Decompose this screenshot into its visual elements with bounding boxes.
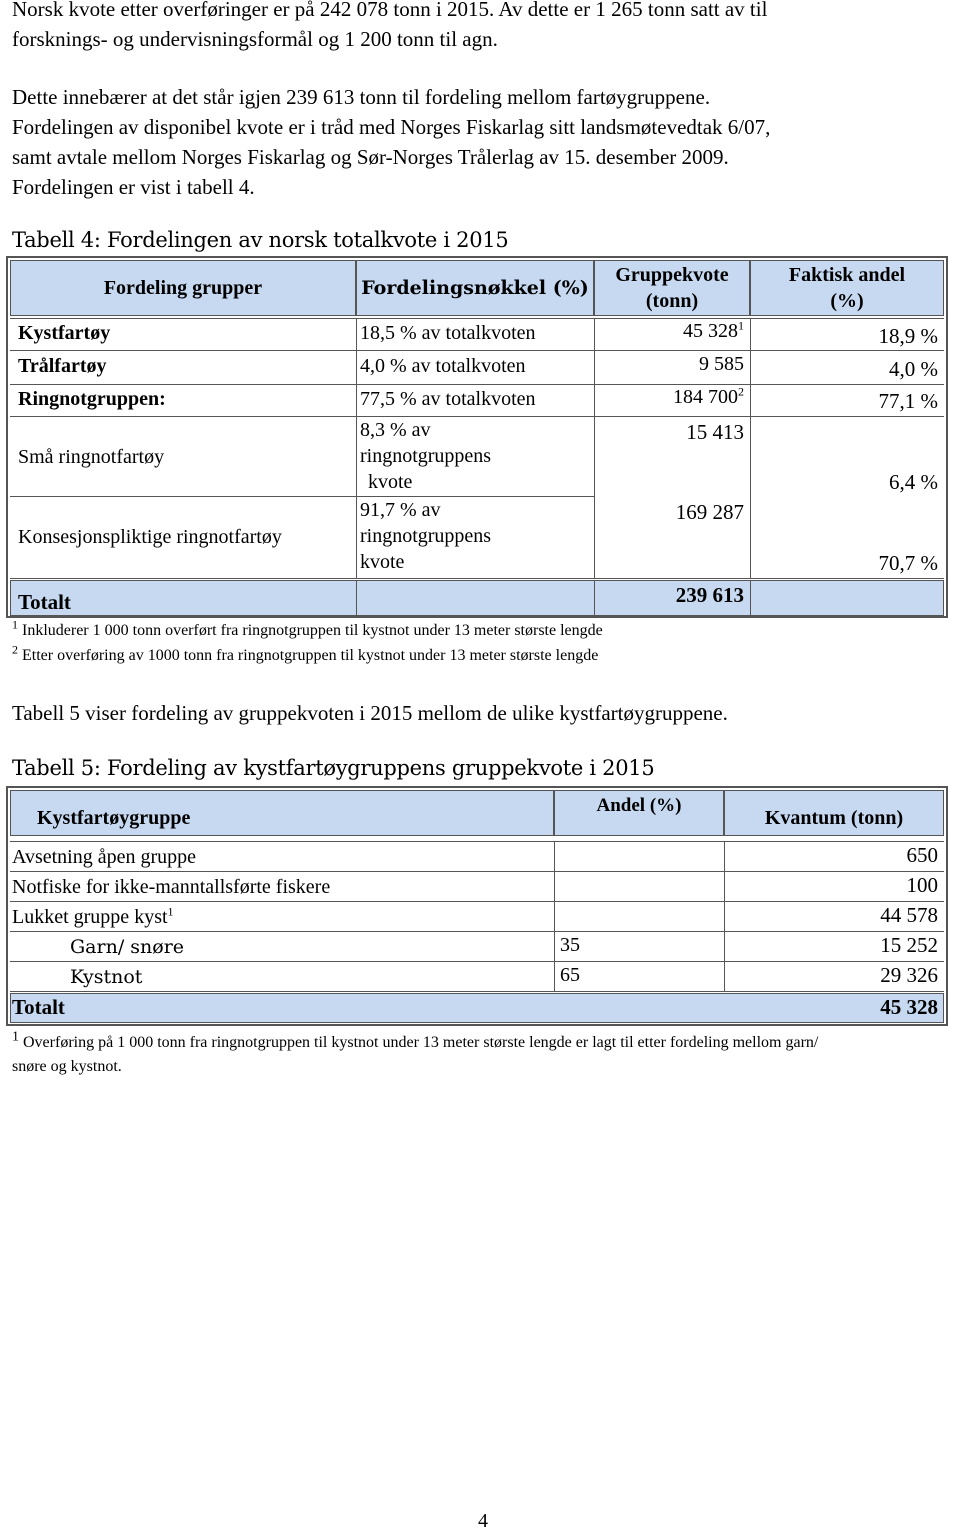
table4-caption: Tabell 4: Fordelingen av norsk totalkvote i 2015	[12, 228, 509, 252]
t5-header-group: Kystfartøygruppe	[10, 790, 554, 836]
t5-footnote-line-2: snøre og kystnot.	[12, 1058, 122, 1075]
t4-row-kons-share: 70,7 %	[878, 551, 938, 575]
t4-row-kyst-quota: 45 $328^1$	[683, 318, 744, 342]
t5-header-amount: Kvantum (tonn)	[724, 790, 944, 836]
t4-footnote-1: $^1$ Inkluderer 1 000 tonn overført fra ringnotgruppen til kystnot under 13 meter største lengde	[12, 617, 603, 639]
t4-row-kyst-share: 18,9 %	[878, 324, 938, 348]
t4-row-kyst-group: Kystfartøy	[18, 322, 111, 344]
t4-row-kons-key-1: 91,7 % av	[360, 499, 441, 521]
t4-row-smaa-share: 6,4 %	[889, 470, 938, 494]
t4-footnote-2: $^2$ Etter overføring av 1000 tonn fra ringnotgruppen til kystnot under 13 meter største lengde	[12, 642, 599, 664]
t5-row-4-amount: 29 326	[880, 963, 938, 987]
t5-row-1-group: Notfiske for ikke-manntallsførte fiskere	[12, 876, 331, 898]
t4-row-ring-share: 77,1 %	[878, 389, 938, 413]
t4-row-kons-key-3: kvote	[360, 551, 405, 573]
table5-caption: Tabell 5: Fordeling av kystfartøygruppens gruppekvote i 2015	[12, 756, 655, 780]
t4-header-share	[750, 260, 944, 316]
t4-row-smaa-key-2: ringnotgruppens	[360, 445, 492, 467]
t4-total-quota: 239 613	[675, 583, 744, 607]
intro-line-2: forsknings- og undervisningsformål og 1 200 tonn til agn.	[12, 27, 498, 51]
t4-row-traal-key: 4,0 % av totalkvoten	[360, 355, 526, 377]
page-number: 4	[478, 1510, 488, 1532]
intro-line-1: Norsk kvote etter overføringer er på 242 078 tonn i 2015. Av dette er 1 265 tonn satt av til	[12, 0, 768, 21]
t5-row-2-group: Lukket gruppe kyst$^1$	[12, 904, 174, 928]
intro-line-6: Fordelingen er vist i tabell 4.	[12, 175, 255, 199]
t4-header-quota	[594, 260, 750, 316]
intro-line-4: Fordelingen av disponibel kvote er i tråd med Norges Fiskarlag sitt landsmøtevedtak 6/07,	[12, 115, 771, 139]
t4-header-group: Fordeling grupper	[10, 260, 356, 316]
t5-row-4-share: 65	[560, 964, 580, 986]
t4-row-smaa-key-1: 8,3 % av	[360, 419, 431, 441]
t4-header-share-l2: (%)	[830, 290, 864, 312]
intro-line-3: Dette innebærer at det står igjen 239 613 tonn til fordeling mellom fartøygruppene.	[12, 85, 711, 109]
t4-row-traal-quota: 9 585	[699, 353, 744, 375]
t4-row-kons-key-2: ringnotgruppens	[360, 525, 492, 547]
mid-paragraph: Tabell 5 viser fordeling av gruppekvoten i 2015 mellom de ulike kystfartøygruppene.	[12, 701, 728, 725]
t5-footnote-line-1: $^1$ Overføring på 1 000 tonn fra ringnotgruppen til kystnot under 13 meter største lengde er lagt til etter fordeling mellom garn/	[12, 1029, 819, 1051]
t5-row-4-group: Kystnot	[70, 966, 143, 988]
t5-row-3-group: Garn/ snøre	[70, 936, 185, 958]
t5-row-3-amount: 15 252	[880, 933, 938, 957]
t4-row-kons-group: Konsesjonspliktige ringnotfartøy	[18, 526, 282, 548]
t5-row-0-group: Avsetning åpen gruppe	[12, 846, 197, 868]
t4-row-smaa-group: Små ringnotfartøy	[18, 446, 165, 468]
t4-row-traal-share: 4,0 %	[889, 357, 938, 381]
t5-total-amount: 45 328	[880, 995, 938, 1019]
t5-row-2-amount: 44 578	[880, 903, 938, 927]
intro-line-5: samt avtale mellom Norges Fiskarlag og Sør-Norges Trålerlag av 15. desember 2009.	[12, 145, 729, 169]
t4-row-ring-quota: 184 $700^2$	[673, 384, 744, 408]
t4-row-kyst-key: 18,5 % av totalkvoten	[360, 322, 536, 344]
t4-header-quota-l1: Gruppekvote	[615, 264, 729, 286]
t4-total-row	[10, 580, 944, 616]
t4-row-smaa-key-3: kvote	[368, 471, 413, 493]
t5-row-0-amount: 650	[906, 843, 938, 867]
t4-header-key: Fordelingsnøkkel (%)	[356, 260, 594, 316]
t4-row-smaa-quota: 15 413	[686, 420, 744, 444]
t5-row-1-amount: 100	[906, 873, 938, 897]
t5-row-3-share: 35	[560, 934, 580, 956]
t4-row-ring-key: 77,5 % av totalkvoten	[360, 388, 536, 410]
t4-header-share-l1: Faktisk andel	[788, 264, 906, 286]
t4-row-traal-group: Trålfartøy	[18, 355, 107, 377]
t4-header-quota-l2: (tonn)	[645, 290, 699, 312]
t4-row-kons-quota: 169 287	[675, 500, 744, 524]
t5-header-share: Andel (%)	[554, 790, 724, 836]
t4-total-label: Totalt	[18, 590, 71, 614]
t5-total-label: Totalt	[12, 995, 65, 1019]
t4-row-ring-group: Ringnotgruppen:	[18, 388, 166, 410]
